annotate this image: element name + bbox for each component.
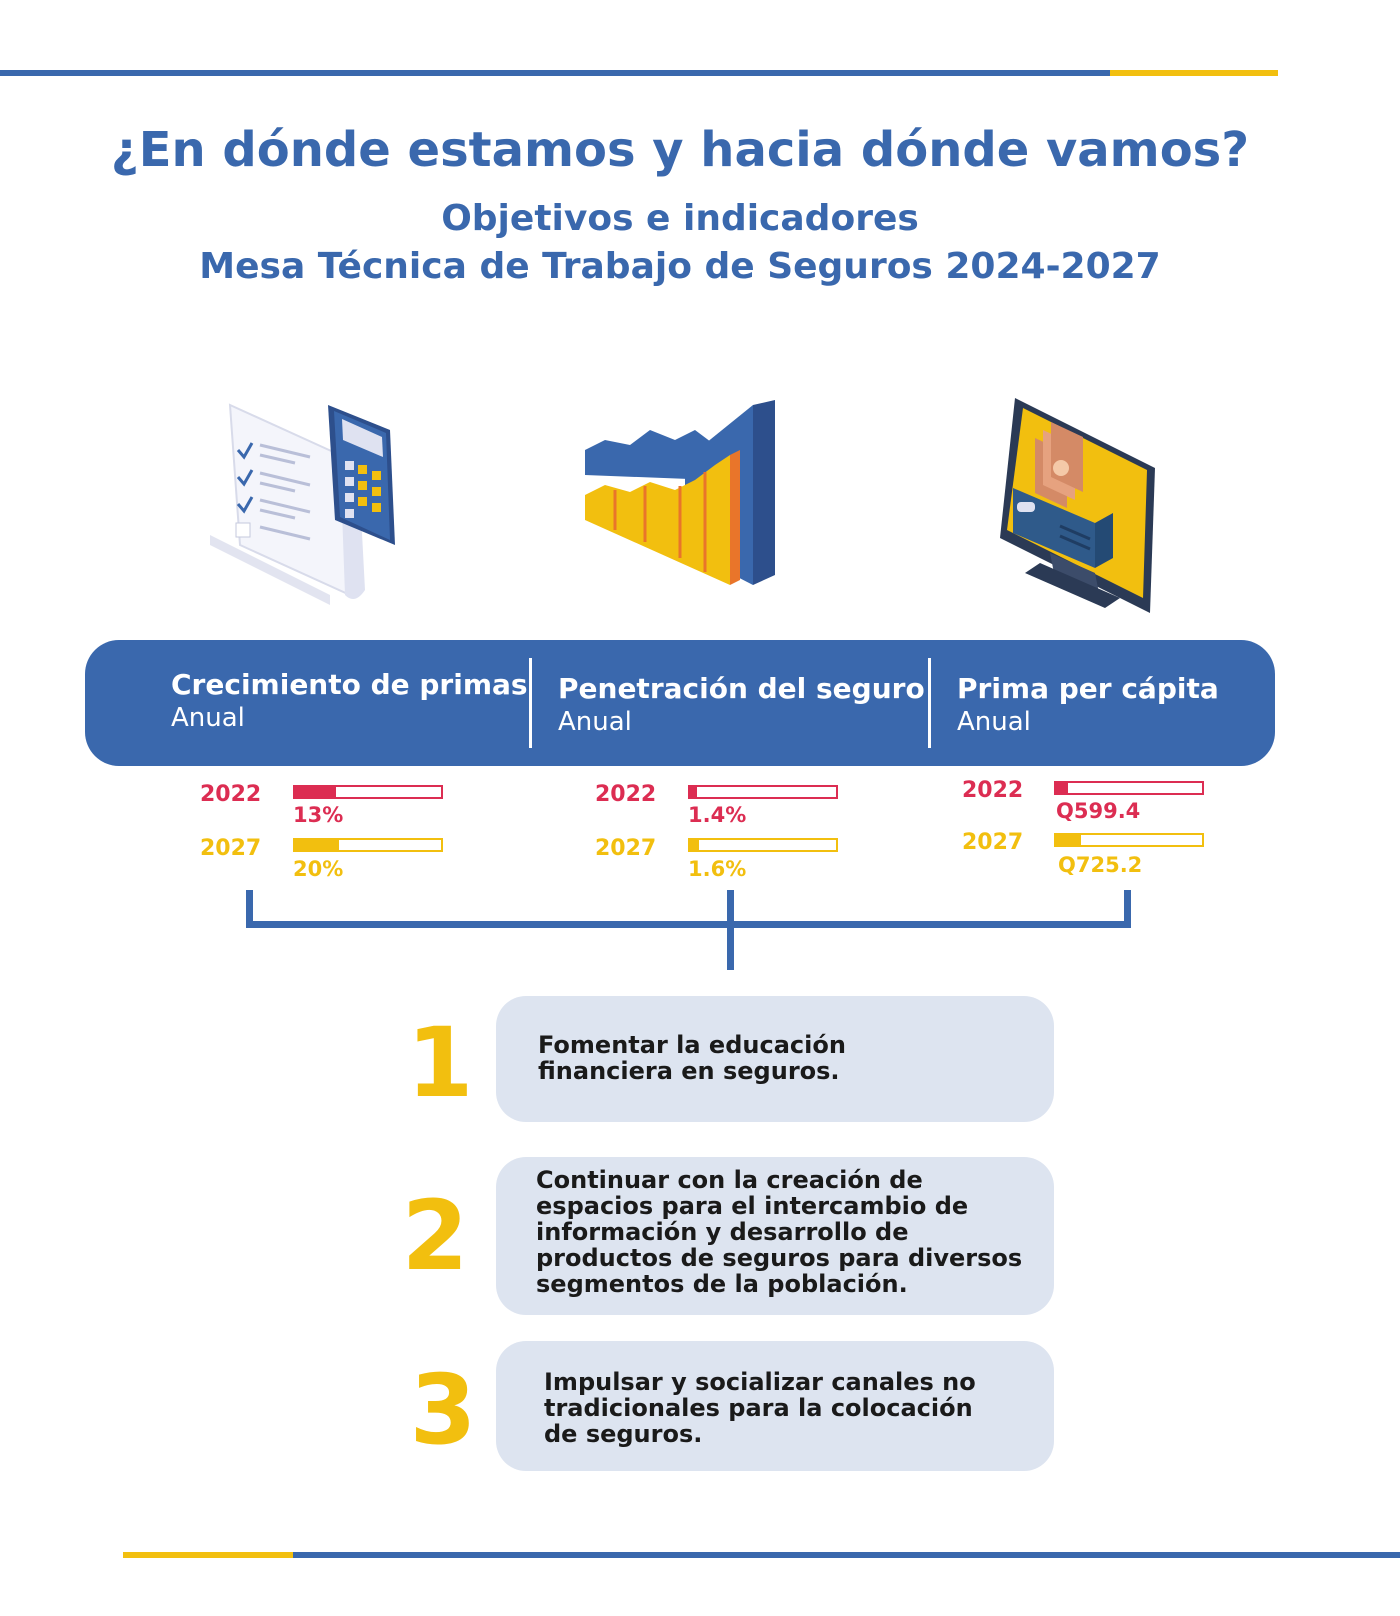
indicator-2-value-2022: 1.4%: [688, 803, 747, 827]
indicator-3-value-2027: Q725.2: [1058, 853, 1143, 877]
indicator-3-bar-2027: [1054, 833, 1204, 847]
top-rule-blue: [0, 70, 1110, 76]
indicator-1-value-2027: 20%: [293, 857, 344, 881]
objective-card-2: [496, 1157, 1054, 1315]
objective-number-2: 2: [401, 1180, 469, 1292]
indicator-header-2: [558, 672, 925, 737]
indicator-1-bar-2022: [293, 785, 443, 799]
bracket-horizontal: [246, 921, 1131, 928]
indicator-name: Prima per cápita: [957, 672, 1219, 705]
bottom-rule-yellow: [123, 1552, 293, 1558]
page-title: ¿En dónde estamos y hacia dónde vamos?: [110, 122, 1250, 178]
indicator-name: Penetración del seguro: [558, 672, 925, 705]
indicator-2-value-2027: 1.6%: [688, 857, 747, 881]
bar-fill: [295, 787, 336, 797]
top-rule-yellow: [1110, 70, 1278, 76]
subtitle-line-2: Mesa Técnica de Trabajo de Seguros 2024-2027: [199, 246, 1161, 287]
indicator-name: Crecimiento de primas: [171, 668, 528, 701]
wallet-monitor-icon: [995, 398, 1175, 618]
indicator-header-1: [171, 668, 528, 733]
indicator-3-year-2027: 2027: [962, 830, 1024, 855]
objective-text: Continuar con la creación de espacios para el intercambio de información y desarrollo de productos de seguros para diversos segmentos de la población.: [536, 1166, 1023, 1298]
bar-chart-3d-icon: [585, 400, 795, 610]
bar-fill: [1056, 783, 1068, 793]
indicator-2-bar-2022: [688, 785, 838, 799]
bottom-rule-blue: [293, 1552, 1400, 1558]
checklist-calculator-icon: [200, 395, 430, 625]
indicator-period: Anual: [558, 707, 632, 737]
indicator-3-year-2022: 2022: [962, 778, 1024, 803]
objective-number-3: 3: [409, 1354, 477, 1466]
bar-fill: [1056, 835, 1081, 845]
bar-fill: [690, 787, 697, 797]
objective-text: Fomentar la educación financiera en seguros.: [538, 1031, 846, 1085]
indicator-2-year-2022: 2022: [595, 782, 657, 807]
indicator-3-value-2022: Q599.4: [1056, 799, 1141, 823]
bracket-center-leg: [727, 890, 734, 970]
objective-number-1: 1: [406, 1007, 474, 1119]
indicator-2-year-2027: 2027: [595, 836, 657, 861]
indicator-3-bar-2022: [1054, 781, 1204, 795]
header-divider: [928, 658, 931, 748]
objective-text: Impulsar y socializar canales no tradicionales para la colocación de seguros.: [544, 1368, 976, 1448]
subtitle-line-1: Objetivos e indicadores: [441, 198, 919, 239]
indicator-1-bar-2027: [293, 838, 443, 852]
indicator-2-bar-2027: [688, 838, 838, 852]
indicator-1-value-2022: 13%: [293, 803, 344, 827]
indicator-period: Anual: [171, 703, 245, 733]
indicator-header-3: [957, 672, 1219, 737]
indicator-1-year-2022: 2022: [200, 782, 262, 807]
bar-fill: [295, 840, 339, 850]
indicator-1-year-2027: 2027: [200, 836, 262, 861]
header-divider: [529, 658, 532, 748]
indicator-period: Anual: [957, 707, 1031, 737]
objective-card-1: [496, 996, 1054, 1122]
indicators-header-bar: [85, 640, 1275, 766]
bar-fill: [690, 840, 699, 850]
objective-card-3: [496, 1341, 1054, 1471]
